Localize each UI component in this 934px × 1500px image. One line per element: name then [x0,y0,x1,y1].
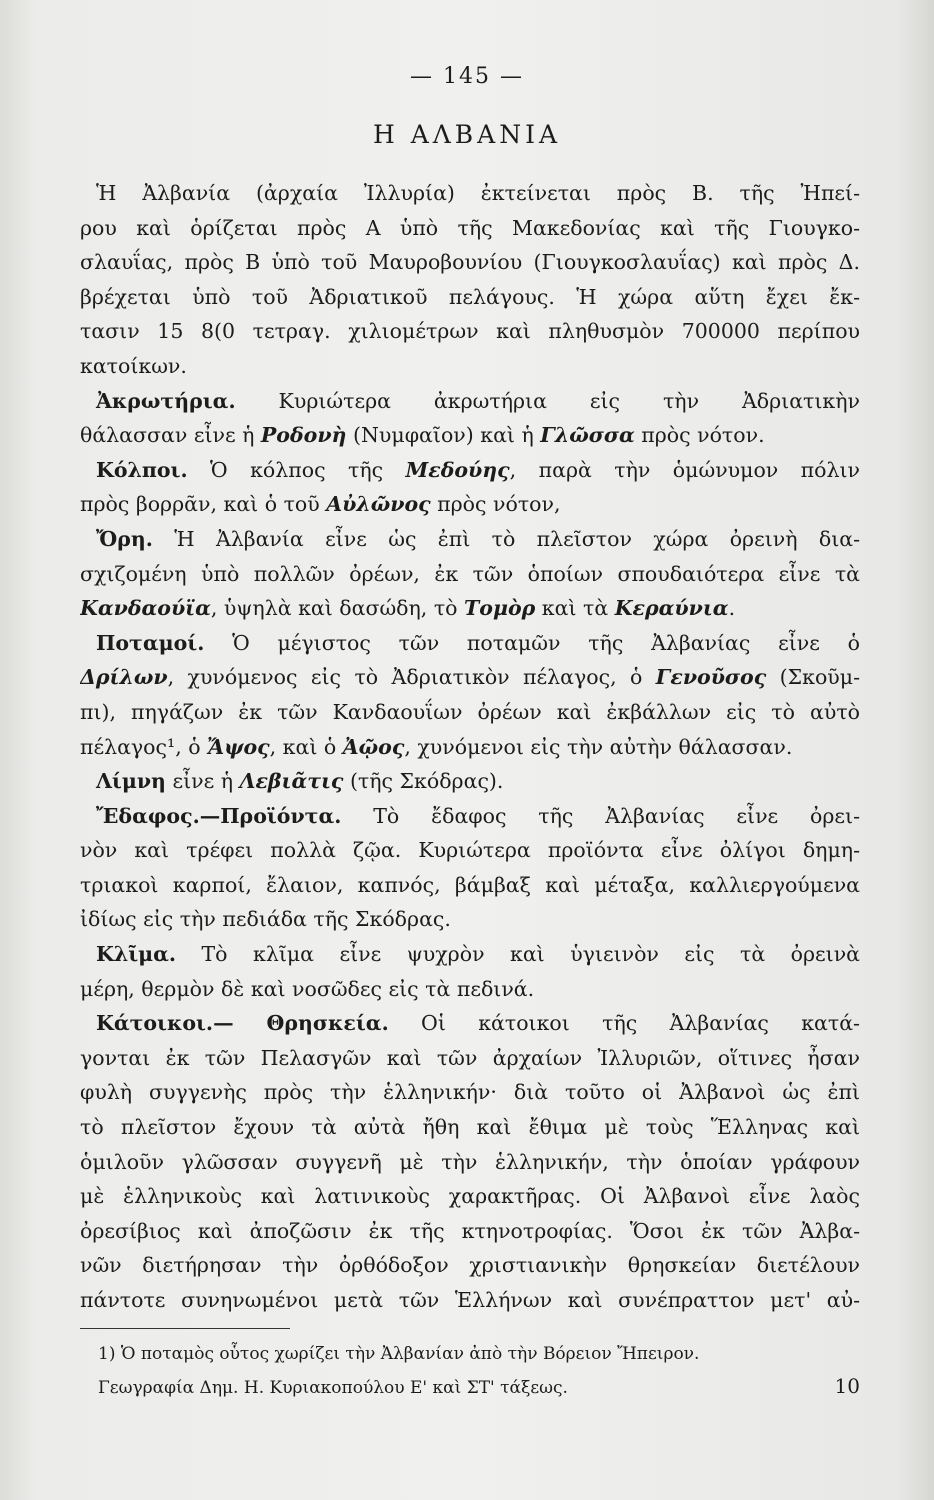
text-run: καὶ τὰ [535,596,615,621]
text-run: ὀρεσίβιος καὶ ἀποζῶσιν ἐκ τῆς κτηνοτροφίας. Ὅσοι ἐκ τῶν Ἀλβα- [80,1218,860,1243]
text-line [80,764,860,799]
chapter-title: Η ΑΛΒΑΝΙΑ [372,120,562,149]
text-line [80,591,860,626]
text-run: μὲ ἑλληνικοὺς καὶ λατινικοὺς χαρακτῆρας. Οἱ Ἀλβανοὶ εἶνε λαὸς [80,1184,860,1209]
text-run: πι), πηγάζων ἐκ τῶν Κανδαουΐων ὀρέων καὶ ἐκβάλλων εἰς τὸ αὐτὸ [80,699,860,724]
text-run: , χυνόμενος εἰς τὸ Ἀδριατικὸν πέλαγος, ὁ [167,665,656,690]
text-line [80,868,860,903]
place-name: Ἄψος [207,734,270,759]
place-name: Αὐλῶνος [326,492,431,517]
section-heading: Ποταμοί. [96,630,205,655]
place-name: Γλῶσσα [540,423,635,448]
place-name: Λεβιᾶτις [239,769,344,794]
text-run: πρὸς νότον. [634,423,765,448]
text-line [80,1179,860,1214]
section-heading: Κάτοικοι.— Θρησκεία. [96,1011,389,1036]
text-run: τασιν 15 8(0 τετραγ. χιλιομέτρων καὶ πληθυσμὸν 700000 περίπου [80,319,860,344]
place-name: Γενοῦσος [655,665,767,690]
section-heading: Ἔδαφος.—Προϊόντα. [96,803,342,828]
place-name: Ροδονὴ [260,423,347,448]
text-run: , χυνόμενοι εἰς τὴν αὐτὴν θάλασσαν. [404,734,793,759]
text-line [80,799,860,834]
text-run: Οἱ κάτοικοι τῆς Ἀλβανίας κατά- [388,1011,860,1036]
text-line [80,833,860,868]
text-line [80,176,860,211]
text-line [80,695,860,730]
text-line [80,453,860,488]
text-run: ὁμιλοῦν γλῶσσαν συγγενῆ μὲ τὴν ἑλληνικήν, τὴν ὁποίαν γράφουν [80,1149,860,1174]
text-line [80,972,860,1007]
text-run: πέλαγος¹, ὁ [80,734,208,759]
text-run: κατοίκων. [80,353,187,378]
text-run: νῶν διετήρησαν τὴν ὀρθόδοξον χριστιανικὴν θρησκείαν διετέλουν [80,1253,860,1278]
text-run: πάντοτε συνηνωμένοι μετὰ τῶν Ἑλλήνων καὶ συνέπραττον μετ' αὐ- [80,1288,860,1312]
colophon: Γεωγραφία Δημ. Η. Κυριακοπούλου Ε' καὶ ΣΤ' τάξεως. [98,1378,568,1398]
text-run: (Νυμφαῖον) καὶ ἡ [346,423,541,448]
text-line [80,557,860,592]
text-line [80,902,860,937]
text-run: σλαυΐας, πρὸς Β ὑπὸ τοῦ Μαυροβουνίου (Γιουγκοσλαυΐας) καὶ πρὸς Δ. [80,250,860,275]
text-run: Ἡ Ἀλβανία εἶνε ὡς ἐπὶ τὸ πλεῖστον χώρα ὀρεινὴ δια- [152,526,860,551]
text-run: (Σκοῦμ- [766,665,860,690]
text-run: εἶνε ἡ [165,769,240,794]
section-heading: Ὄρη. [96,526,153,551]
text-line [80,211,860,246]
text-run: Ὁ μέγιστος τῶν ποταμῶν τῆς Ἀλβανίας εἶνε ὁ [204,630,860,655]
place-name: Κανδαούϊα [80,596,211,621]
text-line [80,730,860,765]
page-number: — 145 — [410,64,524,89]
footnote: 1) Ὁ ποταμὸς οὗτος χωρίζει τὴν Ἀλβανίαν ἀπὸ τὴν Βόρειον Ἤπειρον. [98,1344,700,1364]
text-run: . [728,596,736,621]
place-name: Τομὸρ [464,596,536,621]
text-run: ρου καὶ ὁρίζεται πρὸς Α ὑπὸ τῆς Μακεδονίας καὶ τῆς Γιουγκο- [80,215,860,240]
text-run: Τὸ ἔδαφος τῆς Ἀλβανίας εἶνε ὀρει- [341,803,860,828]
text-run: πρὸς νότον, [430,492,561,517]
text-run: ἰδίως εἰς τὴν πεδιάδα τῆς Σκόδρας. [80,907,451,932]
section-heading: Λίμνη [96,769,166,794]
text-line [80,314,860,349]
sheet-number: 10 [834,1374,860,1398]
text-run: νὸν καὶ τρέφει πολλὰ ζῷα. Κυριώτερα προϊόντα εἶνε ὀλίγοι δημη- [80,838,860,863]
text-line [80,487,860,522]
text-line [80,1110,860,1145]
text-line [80,349,860,384]
place-name: Κεραύνια [614,596,729,621]
text-line [80,418,860,453]
text-run: τριακοὶ καρποί, ἔλαιον, καπνός, βάμβαξ καὶ μέταξα, καλλιεργούμενα [80,872,860,897]
text-run: Κυριώτερα ἀκρωτήρια εἰς τὴν Ἀδριατικὴν [235,388,860,413]
text-line [80,522,860,557]
text-run: γονται ἐκ τῶν Πελασγῶν καὶ τῶν ἀρχαίων Ἰλλυριῶν, οἵτινες ἦσαν [80,1045,860,1070]
place-name: Δρίλων [80,665,168,690]
text-run: Ὁ κόλπος τῆς [187,457,406,482]
section-heading: Κλῖμα. [96,942,177,967]
text-run: , καὶ ὁ [269,734,343,759]
text-run: Ἡ Ἀλβανία (ἀρχαία Ἰλλυρία) ἐκτείνεται πρὸς Β. τῆς Ἠπεί- [96,181,860,205]
text-run: , παρὰ τὴν ὁμώνυμον πόλιν [509,457,860,482]
text-run: φυλὴ συγγενὴς πρὸς τὴν ἑλληνικήν· διὰ τοῦτο οἱ Ἀλβανοὶ ὡς ἐπὶ [80,1080,860,1105]
text-run: βρέχεται ὑπὸ τοῦ Ἀδριατικοῦ πελάγους. Ἡ χώρα αὕτη ἔχει ἔκ- [80,284,860,309]
text-run: Τὸ κλῖμα εἶνε ψυχρὸν καὶ ὑγιεινὸν εἰς τὰ ὀρεινὰ [176,942,860,967]
text-run: πρὸς βορρᾶν, καὶ ὁ τοῦ [80,492,327,517]
text-line [80,1214,860,1249]
text-line [80,1283,860,1318]
body-text [80,176,860,1318]
text-line [80,1041,860,1076]
text-line [80,626,860,661]
text-line [80,1248,860,1283]
footnote-rule [80,1328,290,1329]
text-line [80,1006,860,1041]
section-heading: Ἀκρωτήρια. [96,388,236,413]
text-line [80,660,860,695]
text-line [80,1075,860,1110]
text-line [80,384,860,419]
text-run: (τῆς Σκόδρας). [343,769,504,794]
text-line [80,937,860,972]
text-line [80,280,860,315]
text-line [80,245,860,280]
text-line [80,1145,860,1180]
text-run: σχιζομένη ὑπὸ πολλῶν ὀρέων, ἐκ τῶν ὁποίων σπουδαιότερα εἶνε τὰ [80,561,860,586]
place-name: Μεδούης [405,457,510,482]
text-run: τὸ πλεῖστον ἔχουν τὰ αὐτὰ ἤθη καὶ ἔθιμα μὲ τοὺς Ἕλληνας καὶ [80,1115,860,1140]
text-run: θάλασσαν εἶνε ἡ [80,423,261,448]
section-heading: Κόλποι. [96,457,188,482]
text-run: μέρη, θερμὸν δὲ καὶ νοσῶδες εἰς τὰ πεδινά. [80,976,535,1001]
text-run: , ὑψηλὰ καὶ δασώδη, τὸ [210,596,465,621]
place-name: Ἀῷος [342,734,405,759]
